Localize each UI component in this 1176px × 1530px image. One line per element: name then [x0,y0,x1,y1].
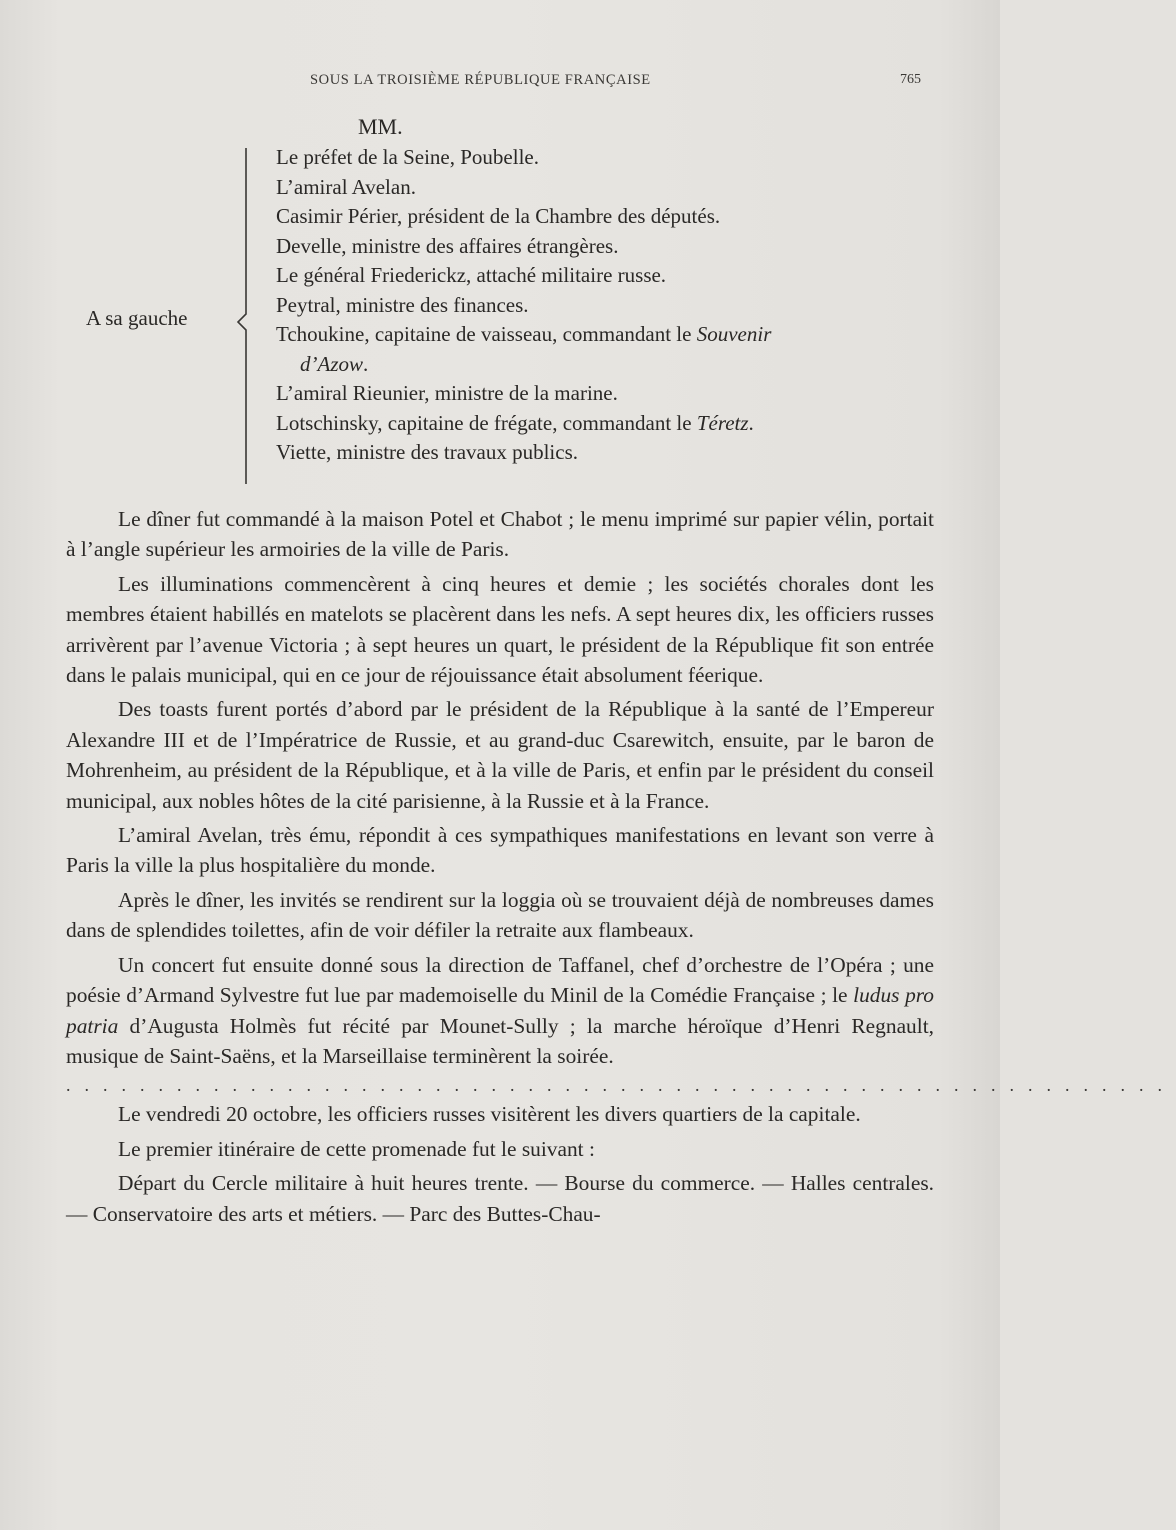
guest-entry: Peytral, ministre des finances. [276,292,529,317]
guest-entry: Develle, ministre des affaires étrangères. [276,233,619,258]
guest-entry: Le préfet de la Seine, Poubelle. [276,145,539,169]
guest-entry: L’amiral Rieunier, ministre de la marine. [276,381,618,405]
paragraph: Le vendredi 20 octobre, les officiers russes visitèrent les divers quartiers de la capitale. [118,1102,861,1127]
paragraph: Après le dîner, les invités se rendirent sur la loggia où se trouvaient déjà de nombreuses dames dans de splendides toilettes, afin de voir défiler la retraite aux flambeaux. [66,887,934,943]
work-title: ludus pro patria [66,983,935,1038]
ship-name: Souvenir [696,322,772,346]
seating-list [0,114,1000,484]
left-brace [236,146,256,486]
paragraph: L’amiral Avelan, très ému, répondit à ces sympathiques manifestations en levant son verre à Paris la ville la plus hospitalière du monde. [66,823,934,878]
paragraph: Les illuminations commencèrent à cinq heures et demie ; les sociétés chorales dont les membres étaient habillés en matelots se placèrent dans les nefs. A sept heures dix, les officiers russes arrivèrent par l’avenue Victoria ; à sept heures un quart, le président de la République fit son entrée dans le palais municipal, qui en ce jour de réjouissance était absolument féerique. [66,571,934,688]
ship-name: d’Azow [300,351,363,376]
paragraph: Le dîner fut commandé à la maison Potel et Chabot ; le menu imprimé sur papier vélin, portait à l’angle supérieur les armoiries de la ville de Paris. [66,507,934,562]
guest-entry: Viette, ministre des travaux publics. [276,440,578,464]
paragraph: Le premier itinéraire de cette promenade fut le suivant : [118,1136,595,1161]
paragraph: Des toasts furent portés d’abord par le président de la République à la santé de l’Empereur Alexandre III et de l’Impératrice de Russie, et au grand-duc Csarewitch, ensuite, par le baron de Mohrenheim, au président de la République, et à la ville de Paris, et enfin par le président du conseil municipal, aux nobles hôtes de la cité parisienne, à la Russie et à la France. [66,697,934,813]
section-separator-dots: ............................................................ [66,1075,1176,1096]
running-title: SOUS LA TROISIÈME RÉPUBLIQUE FRANÇAISE [310,72,651,88]
paragraph: Un concert fut ensuite donné sous la direction de Taffanel, chef d’orchestre de l’Opéra ; une poésie d’Armand Sylvestre fut lue par mademoiselle du Minil de la Comédie Française ; le ludus pro patria d’Augusta Holmès fut récité par Mounet-Sully ; la marche héroïque d’Henri Regnault, musique de Saint-Saëns, et la Marseillaise terminèrent la soirée. [66,952,935,1068]
guest-entry: Casimir Périer, président de la Chambre des députés. [276,204,721,228]
guest-entry: Tchoukine, capitaine de vaisseau, commandant le Souvenir [276,322,772,346]
side-label: A sa gauche [86,306,188,330]
guest-entry: Le général Friederickz, attaché militaire russe. [276,263,667,287]
ship-name: Téretz [696,410,749,435]
guest-list [276,143,936,468]
body-text [66,504,1176,1233]
paragraph: Départ du Cercle militaire à huit heures trente. — Bourse du commerce. — Halles centrales. — Conservatoire des arts et métiers. — Parc des Buttes-Chau- [66,1171,934,1226]
guest-entry: d’Azow. [300,351,369,376]
page-number: 765 [900,72,921,87]
running-head [0,66,1000,92]
guest-entry: L’amiral Avelan. [276,174,416,199]
guest-list-prefix: MM. [358,114,403,139]
guest-entry: Lotschinsky, capitaine de frégate, commandant le Téretz. [276,410,754,435]
